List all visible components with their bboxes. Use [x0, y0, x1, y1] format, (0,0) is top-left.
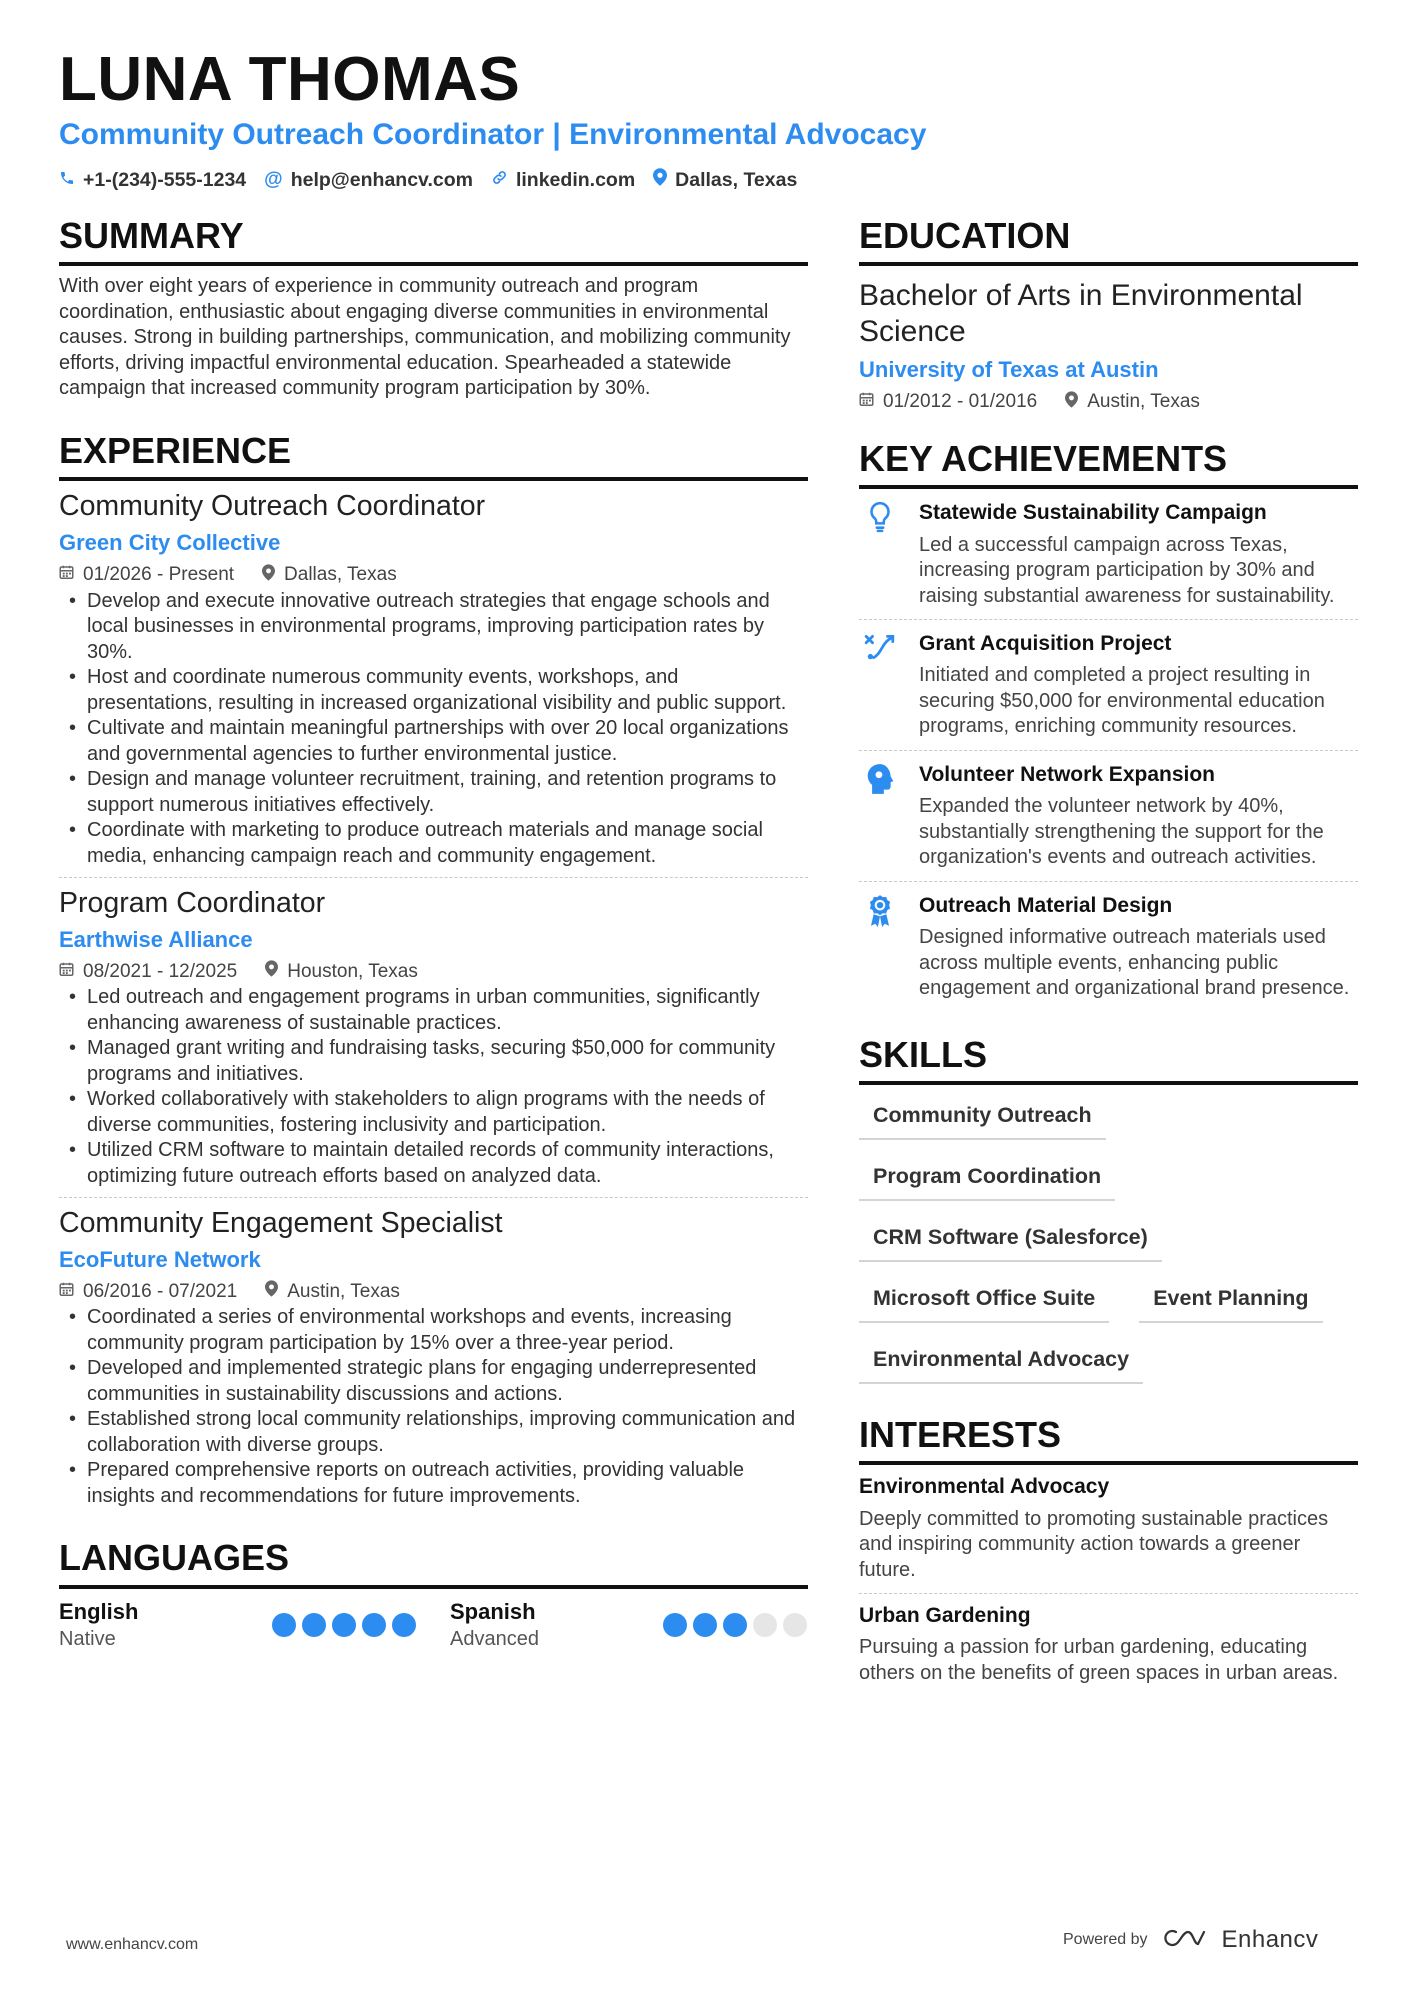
rating-dot — [302, 1613, 326, 1637]
skill-tag: Program Coordination — [859, 1152, 1115, 1201]
achievement-desc: Expanded the volunteer network by 40%, substantially strengthening the support for the organization's events and outreach activities. — [919, 795, 1324, 869]
contact-location — [653, 168, 797, 192]
achievement-title: Grant Acquisition Project — [919, 632, 1172, 656]
job-entry — [59, 877, 808, 1197]
achievement-title: Outreach Material Design — [919, 893, 1173, 917]
language-item — [450, 1599, 807, 1653]
job-location: Dallas, Texas — [284, 564, 397, 585]
languages-heading: LANGUAGES — [59, 1537, 808, 1588]
interest-item — [859, 1465, 1358, 1593]
interest-item — [859, 1593, 1358, 1696]
enhancv-logo-icon — [1162, 1927, 1208, 1954]
interests-heading: INTERESTS — [859, 1414, 1358, 1465]
footer-branding — [1063, 1926, 1318, 1954]
bullet-item: • Utilized CRM software to maintain detailed records of community interactions, optimizing future outreach efforts based on analyzed data. — [59, 1138, 808, 1189]
achievement-desc: Designed informative outreach materials used across multiple events, enhancing public engagement and organizational brand presence. — [919, 926, 1350, 1000]
job-dates: 06/2016 - 07/2021 — [83, 1280, 238, 1302]
bullet-item: • Prepared comprehensive reports on outreach activities, providing valuable insights and recommendations for future improvements. — [59, 1458, 808, 1509]
skills-heading: SKILLS — [859, 1034, 1358, 1085]
job-title: Community Outreach Coordinator — [59, 490, 486, 523]
rating-dot — [663, 1613, 687, 1637]
skills-list — [859, 1091, 1358, 1396]
job-dates: 08/2021 - 12/2025 — [83, 960, 238, 982]
achievement-item — [859, 489, 1358, 619]
achievement-desc: Led a successful campaign across Texas, increasing program participation by 30% and raising substantial awareness for sustainability. — [919, 533, 1335, 607]
bullet-item: • Develop and execute innovative outreach strategies that engage schools and local businesses in environmental programs, improving participation rates by 30%. — [59, 589, 808, 666]
job-title: Community Engagement Specialist — [59, 1207, 503, 1240]
experience-section — [59, 430, 808, 1518]
contact-phone-text: +1-(234)-555-1234 — [83, 168, 247, 191]
skill-tag: Event Planning — [1139, 1274, 1322, 1323]
education-meta — [859, 391, 1358, 414]
interest-title: Urban Gardening — [859, 1604, 1031, 1628]
contact-location-text: Dallas, Texas — [675, 168, 798, 191]
company-name: EcoFuture Network — [59, 1246, 261, 1272]
language-rating — [663, 1613, 807, 1637]
interest-desc: Pursuing a passion for urban gardening, educating others on the benefits of green spaces in urban areas. — [859, 1636, 1339, 1684]
candidate-name: LUNA THOMAS — [59, 45, 521, 114]
language-rating — [272, 1613, 416, 1637]
job-meta — [59, 960, 808, 983]
job-bullets — [59, 1305, 808, 1509]
rating-dot — [783, 1613, 807, 1637]
achievement-item — [859, 750, 1358, 881]
rating-dot — [723, 1613, 747, 1637]
degree-title: Bachelor of Arts in Environmental Science — [859, 279, 1303, 349]
bullet-item: • Design and manage volunteer recruitment, training, and retention programs to support numerous initiatives effectively. — [59, 767, 808, 818]
language-name: Spanish — [450, 1598, 536, 1624]
education-section — [859, 215, 1358, 414]
footer-website[interactable]: www.enhancv.com — [66, 1936, 199, 1953]
powered-by-label: Powered by — [1063, 1931, 1148, 1948]
calendar-icon — [59, 1281, 74, 1303]
education-dates: 01/2012 - 01/2016 — [883, 391, 1038, 413]
interest-title: Environmental Advocacy — [859, 1475, 1110, 1499]
location-pin-icon — [262, 564, 275, 587]
job-title: Program Coordinator — [59, 887, 326, 919]
lightbulb-icon — [859, 499, 901, 609]
achievement-desc: Initiated and completed a project resulting in securing $50,000 for environmental education programs, enriching community resources. — [919, 664, 1325, 738]
location-pin-icon — [653, 168, 667, 192]
rating-dot — [332, 1613, 356, 1637]
brand-name: Enhancv — [1221, 1926, 1319, 1953]
summary-section — [59, 215, 808, 402]
skill-tag: CRM Software (Salesforce) — [859, 1213, 1162, 1262]
bullet-item: • Managed grant writing and fundraising tasks, securing $50,000 for community programs and initiatives. — [59, 1036, 808, 1087]
education-heading: EDUCATION — [859, 215, 1358, 266]
achievements-section — [859, 438, 1358, 1012]
interests-section — [859, 1414, 1358, 1696]
achievement-title: Statewide Sustainability Campaign — [919, 501, 1267, 525]
bullet-item: • Coordinated a series of environmental workshops and events, increasing community program participation by 15% over a three-year period. — [59, 1305, 808, 1356]
award-ribbon-icon — [859, 892, 901, 1002]
skill-tag: Community Outreach — [859, 1091, 1106, 1140]
right-column — [859, 215, 1358, 1696]
achievement-item — [859, 619, 1358, 750]
head-icon — [859, 761, 901, 871]
experience-heading: EXPERIENCE — [59, 430, 808, 481]
achievements-heading: KEY ACHIEVEMENTS — [859, 438, 1358, 489]
bullet-item: • Developed and implemented strategic plans for engaging underrepresented communities in sustainability discussions and actions. — [59, 1356, 808, 1407]
job-bullets — [59, 589, 808, 870]
language-name: English — [59, 1598, 139, 1624]
rating-dot — [362, 1613, 386, 1637]
bullet-item: • Host and coordinate numerous community events, workshops, and presentations, resulting in increased organizational visibility and public support. — [59, 665, 808, 716]
job-entry — [59, 489, 808, 877]
achievement-item — [859, 881, 1358, 1012]
calendar-icon — [859, 391, 874, 413]
interest-desc: Deeply committed to promoting sustainable practices and inspiring community action towards a greener future. — [859, 1507, 1329, 1581]
company-name: Earthwise Alliance — [59, 926, 253, 952]
rating-dot — [392, 1613, 416, 1637]
left-column — [59, 215, 808, 1653]
job-entry — [59, 1197, 808, 1517]
calendar-icon — [59, 961, 74, 983]
job-location: Austin, Texas — [287, 1280, 400, 1302]
contact-email-text: help@enhancv.com — [290, 168, 473, 191]
link-icon — [491, 169, 508, 192]
at-icon: @ — [264, 169, 283, 190]
location-pin-icon — [265, 1280, 278, 1303]
contact-linkedin-text: linkedin.com — [515, 168, 636, 191]
job-meta — [59, 564, 808, 587]
rating-dot — [753, 1613, 777, 1637]
skill-tag: Microsoft Office Suite — [859, 1274, 1109, 1323]
skills-section — [859, 1034, 1358, 1396]
location-pin-icon — [265, 960, 278, 983]
bullet-item: • Led outreach and engagement programs in urban communities, significantly enhancing awareness of sustainable practices. — [59, 985, 808, 1036]
languages-list — [59, 1599, 808, 1653]
location-pin-icon — [1065, 391, 1078, 414]
contact-phone[interactable] — [59, 168, 246, 192]
job-meta — [59, 1280, 808, 1303]
job-dates: 01/2026 - Present — [83, 564, 235, 585]
language-level: Advanced — [450, 1628, 539, 1651]
strategy-icon — [859, 630, 901, 740]
bullet-item: • Established strong local community relationships, improving communication and collaboration with diverse groups. — [59, 1407, 808, 1458]
contact-linkedin[interactable] — [491, 168, 635, 192]
company-name: Green City Collective — [59, 529, 281, 555]
job-location: Houston, Texas — [287, 960, 418, 982]
summary-heading: SUMMARY — [59, 215, 808, 266]
calendar-icon — [59, 564, 74, 586]
achievement-title: Volunteer Network Expansion — [919, 762, 1215, 786]
contact-bar — [59, 168, 797, 192]
education-location: Austin, Texas — [1087, 391, 1200, 413]
summary-text: With over eight years of experience in community outreach and program coordination, enthusiastic about engaging diverse communities in environmental causes. Strong in building partnerships, communication, and mobilizing community efforts, driving impactful environmental education. Spearheaded a statewide campaign that increased community program participation by 30%. — [59, 275, 791, 400]
rating-dot — [693, 1613, 717, 1637]
language-level: Native — [59, 1628, 116, 1651]
job-bullets — [59, 985, 808, 1189]
school-name: University of Texas at Austin — [859, 357, 1159, 383]
skill-tag: Environmental Advocacy — [859, 1335, 1143, 1384]
rating-dot — [272, 1613, 296, 1637]
contact-email[interactable] — [264, 168, 473, 192]
bullet-item: • Coordinate with marketing to produce outreach materials and manage social media, enhancing campaign reach and community engagement. — [59, 818, 808, 869]
bullet-item: • Cultivate and maintain meaningful partnerships with over 20 local organizations and governmental agencies to further environmental justice. — [59, 716, 808, 767]
bullet-item: • Worked collaboratively with stakeholders to align programs with the needs of diverse communities, fostering inclusivity and participation. — [59, 1087, 808, 1138]
candidate-headline: Community Outreach Coordinator | Environmental Advocacy — [59, 118, 927, 151]
language-item — [59, 1599, 416, 1653]
phone-icon — [59, 169, 75, 192]
languages-section — [59, 1537, 808, 1653]
